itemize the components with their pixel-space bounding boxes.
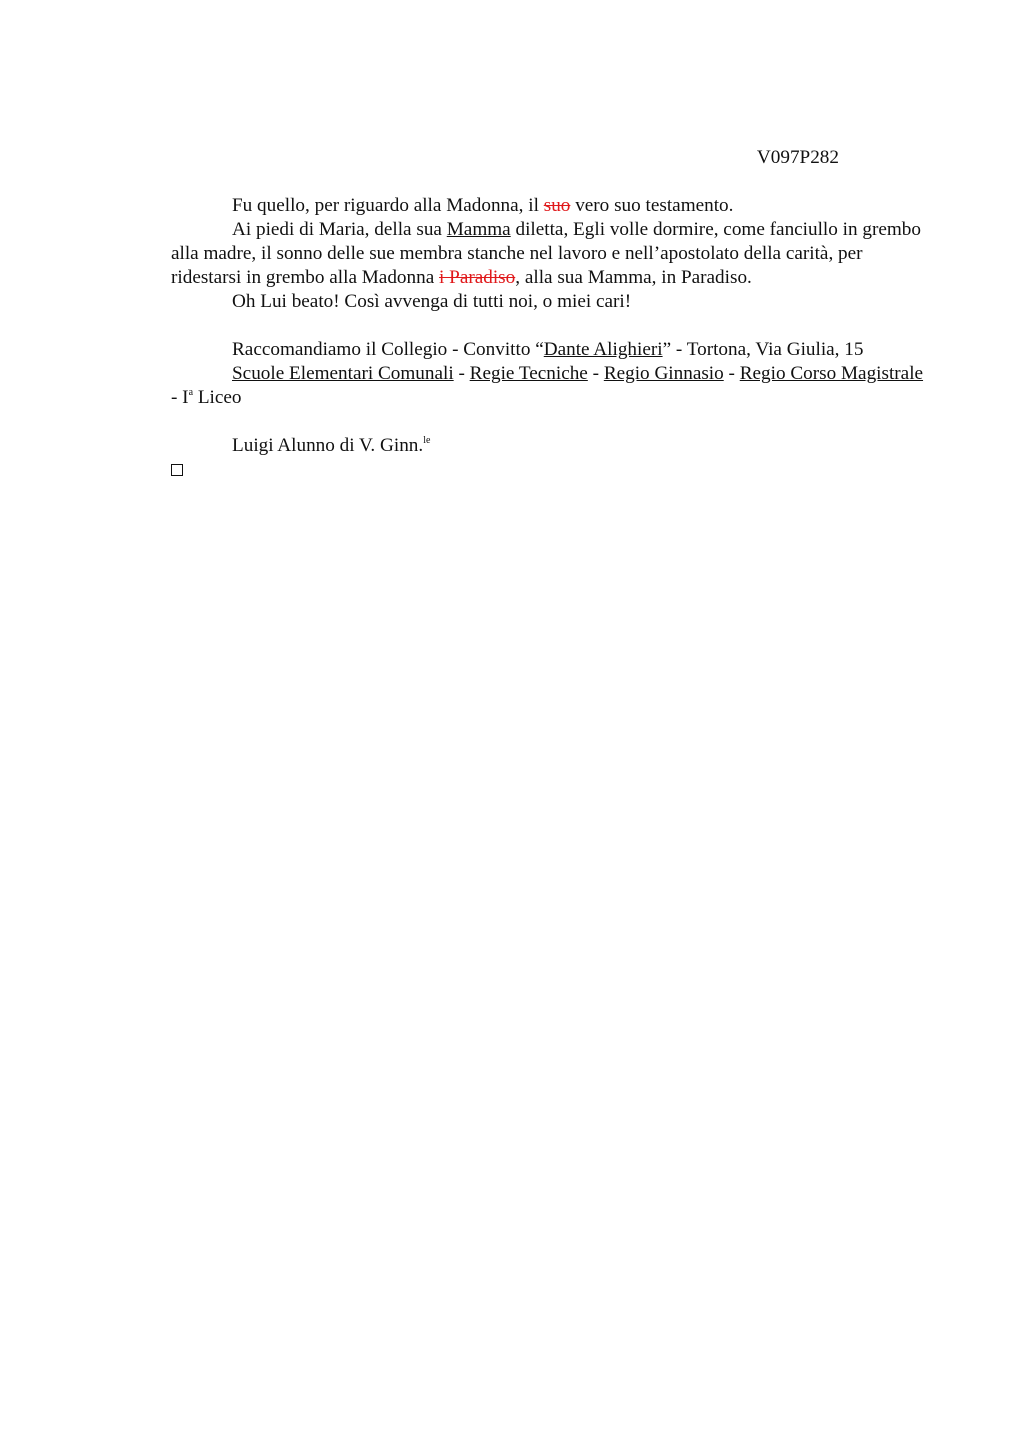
paragraph-recommendation <box>171 338 931 362</box>
separator: - <box>723 363 740 384</box>
separator: - <box>587 363 604 384</box>
underlined-word: Mamma <box>446 219 511 240</box>
paragraph-schools <box>171 362 931 410</box>
school-item: Regio Ginnasio <box>603 363 724 384</box>
paragraph-maria <box>171 218 931 290</box>
superscript: le <box>423 435 431 446</box>
separator: - <box>453 363 470 384</box>
paragraph-text: Fu quello, per riguardo alla Madonna, il <box>232 195 544 216</box>
school-item: Regie Tecniche <box>469 363 588 384</box>
blank-line <box>171 314 931 338</box>
deleted-word: suo <box>543 195 571 216</box>
checkbox-row <box>171 458 931 483</box>
paragraph-text: diletta, Egli volle dormire, come fanciullo in grembo alla madre, il sonno delle sue membra stanche nel lavoro e nell’apostolato della carità, per ridestarsi in grembo alla Madonna <box>171 219 921 288</box>
paragraph-text: ” - Tortona, Via Giulia, 15 <box>662 339 864 360</box>
deleted-phrase: i Paradiso <box>439 267 516 288</box>
paragraph-signature <box>171 434 931 458</box>
paragraph-text: Raccomandiamo il Collegio - Convitto “ <box>232 339 544 360</box>
checkbox-square-icon <box>171 464 183 476</box>
school-item: Scuole Elementari Comunali <box>232 363 454 384</box>
page-identifier: V097P282 <box>756 147 839 168</box>
paragraph-text: Ai piedi di Maria, della sua <box>232 219 447 240</box>
superscript: a <box>188 387 194 398</box>
signature-text: Luigi Alunno di V. Ginn. <box>232 435 424 456</box>
paragraph-text: Liceo <box>193 387 242 408</box>
paragraph-text: , alla sua Mamma, in Paradiso. <box>515 267 752 288</box>
underlined-name: Dante Alighieri <box>543 339 663 360</box>
separator: - I <box>171 387 189 408</box>
school-item: Regio Corso Magistrale <box>739 363 924 384</box>
paragraph-exclamation <box>171 290 931 314</box>
document-body <box>171 146 931 483</box>
blank-line <box>171 410 931 434</box>
paragraph-testament <box>171 194 931 218</box>
paragraph-text: vero suo testamento. <box>570 195 734 216</box>
paragraph-text: Oh Lui beato! Così avvenga di tutti noi, o miei cari! <box>232 291 632 312</box>
